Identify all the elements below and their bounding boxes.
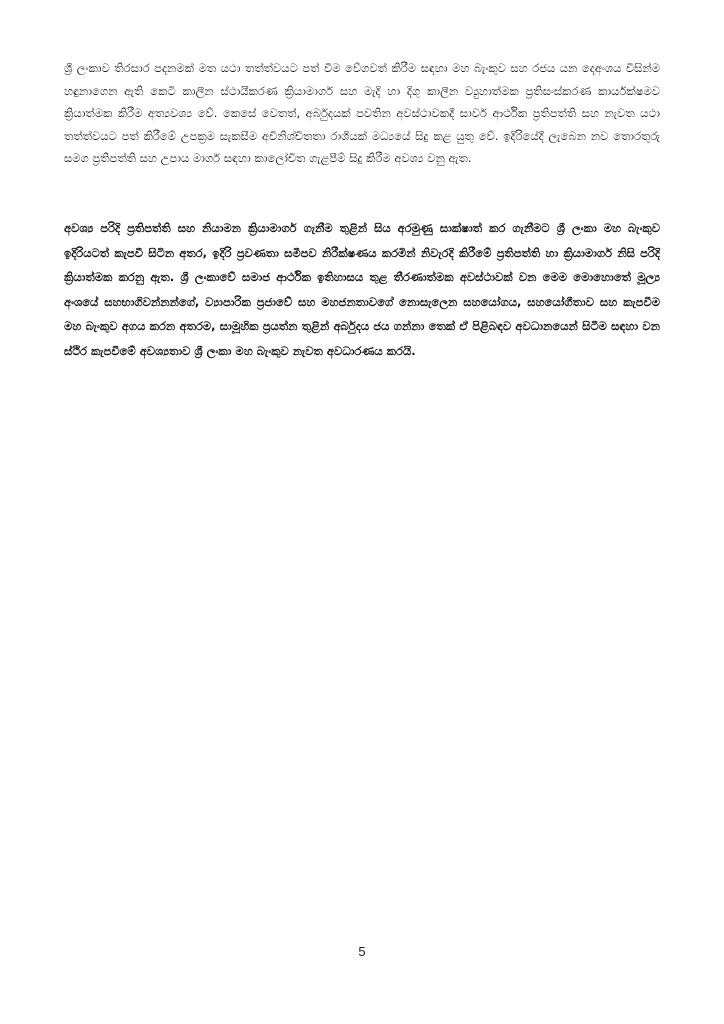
page-number: 5	[358, 944, 366, 959]
body-paragraph-recovery-measures: ශ්‍රී ලංකාව තිරසාර පදනමක් මත යථා තත්ත්වයට පත් වීම වේගවත් කිරීම සඳහා මහ බැංකුව සහ රජය යන දෙඅංශය විසින්ම හඳුනාගෙන ඇති කෙටි කාලීන ස්ථායීකරණ ක්‍රියාමාර්ග සහ මැදි හා දිගු කාලීන ව්‍යුහාත්මක ප්‍රතිසංස්කරණ කාර්යක්ෂමව ක්‍රියාත්මක කිරීම අත්‍යවශ්‍ය වේ. කෙසේ වෙතත්, අර්බුදයක් පවතින අවස්ථාවකදී සාර්ව ආර්ථික ප්‍රතිපත්ති සහ නැවත යථා තත්ත්වයට පත් කිරීමේ උපක්‍රම සැකසීම අවිනිශ්චිතතා රාශියක් මධ්‍යයේ සිදු කළ යුතු වේ. ඉදිරියේදී ලැබෙන නව තොරතුරු සමග ප්‍රතිපත්ති සහ උපාය මාර්ග සඳහා කාලෝචිත ගැළපීම් සිදු කිරීම අවශ්‍ය වනු ඇත.	[64, 61, 660, 166]
body-paragraph-central-bank-commitment: අවශ්‍ය පරිදි ප්‍රතිපත්ති සහ නියාමන ක්‍රියාමාර්ග ගැනීම තුළින් සිය අරමුණු සාක්ෂාත් කර ගැනීමට ශ්‍රී ලංකා මහ බැංකුව ඉදිරියටත් කැපවී සිටින අතර, ඉදිරි ප්‍රවණතා සමීපව නිරීක්ෂණය කරමින් නිවැරදි කිරීමේ ප්‍රතිපත්ති හා ක්‍රියාමාර්ග නිසි පරිදි ක්‍රියාත්මක කරනු ඇත. ශ්‍රී ලංකාවේ සමාජ ආර්ථික ඉතිහාසය තුළ තීරණාත්මක අවස්ථාවක් වන මෙම මොහොතේ මූල්‍ය අංශයේ සහභාගිවන්නන්ගේ, ව්‍යාපාරික ප්‍රජාවේ සහ මහජනතාවගේ නොසැලෙන සහයෝගය, සහයෝගීතාව සහ කැපවීම මහ බැංකුව අගය කරන අතරම, සාමූහික ප්‍රයත්න තුළින් අර්බුදය ජය ගන්නා තෙක් ඒ පිළිබඳව අවධානයෙන් සිටීම සඳහා වන ස්ථිර කැපවීමේ අවශ්‍යතාව ශ්‍රී ලංකා මහ බැංකුව නැවත අවධාරණය කරයි.	[64, 221, 660, 358]
